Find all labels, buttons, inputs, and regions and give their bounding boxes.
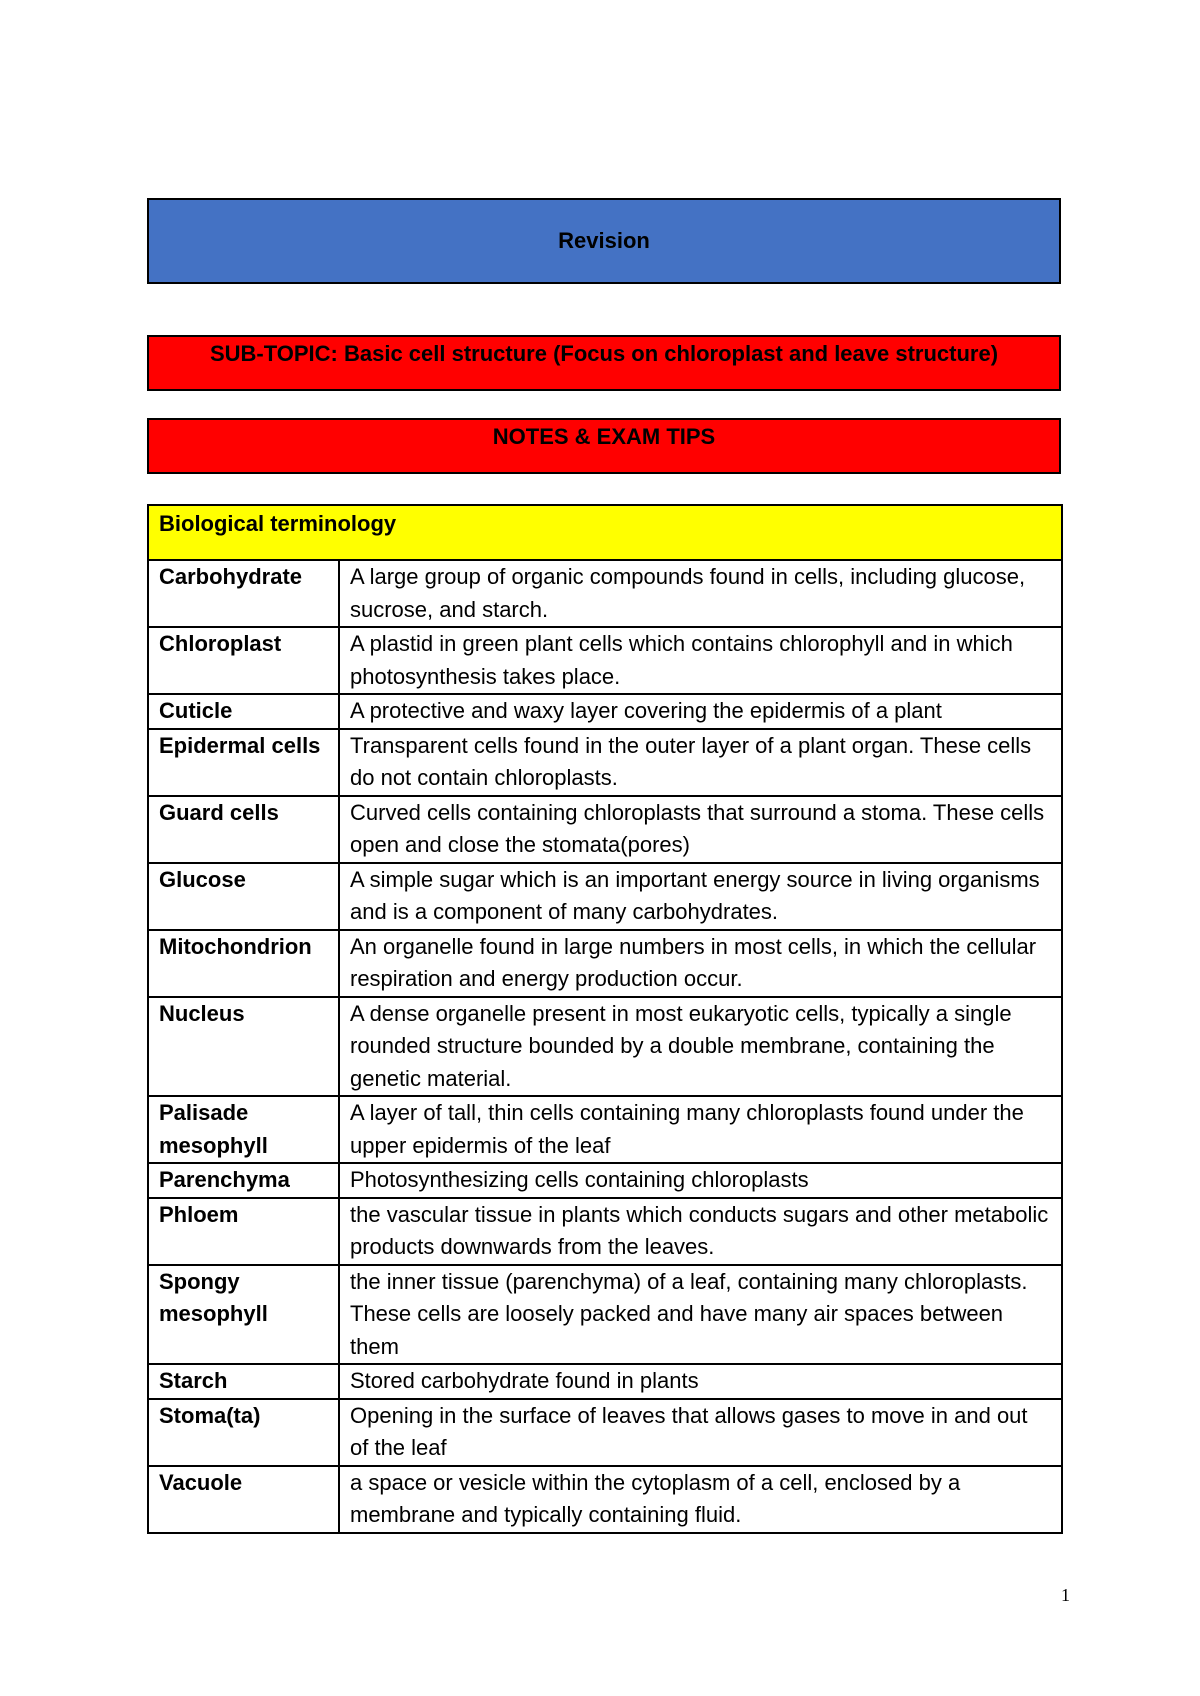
definition-cell: a space or vesicle within the cytoplasm of a cell, enclosed by a membrane and typically containing fluid. (339, 1466, 1062, 1533)
term-cell: Nucleus (148, 997, 339, 1097)
table-row (148, 1364, 1062, 1399)
term-cell: Starch (148, 1364, 339, 1399)
term-cell: Epidermal cells (148, 729, 339, 796)
term-cell: Stoma(ta) (148, 1399, 339, 1466)
term-cell: Vacuole (148, 1466, 339, 1533)
definition-cell: Photosynthesizing cells containing chloroplasts (339, 1163, 1062, 1198)
table-row (148, 997, 1062, 1097)
table-row (148, 1265, 1062, 1365)
definition-cell: A simple sugar which is an important energy source in living organisms and is a component of many carbohydrates. (339, 863, 1062, 930)
term-cell: Parenchyma (148, 1163, 339, 1198)
definition-cell: An organelle found in large numbers in most cells, in which the cellular respiration and energy production occur. (339, 930, 1062, 997)
term-cell: Cuticle (148, 694, 339, 729)
table-row (148, 694, 1062, 729)
title-text: Revision (558, 228, 650, 253)
term-cell: Mitochondrion (148, 930, 339, 997)
table-row (148, 560, 1062, 627)
definition-cell: A layer of tall, thin cells containing many chloroplasts found under the upper epidermis of the leaf (339, 1096, 1062, 1163)
title-banner (147, 198, 1061, 284)
definition-cell: A protective and waxy layer covering the epidermis of a plant (339, 694, 1062, 729)
term-cell: Chloroplast (148, 627, 339, 694)
term-cell: Glucose (148, 863, 339, 930)
glossary-header-row (148, 505, 1062, 560)
definition-cell: Transparent cells found in the outer layer of a plant organ. These cells do not contain chloroplasts. (339, 729, 1062, 796)
glossary-heading: Biological terminology (148, 505, 1062, 560)
table-row (148, 796, 1062, 863)
table-row (148, 863, 1062, 930)
glossary-table (147, 504, 1063, 1534)
term-cell: Carbohydrate (148, 560, 339, 627)
definition-cell: A large group of organic compounds found in cells, including glucose, sucrose, and starch. (339, 560, 1062, 627)
table-row (148, 1096, 1062, 1163)
notes-heading-text: NOTES & EXAM TIPS (492, 424, 716, 449)
table-row (148, 1466, 1062, 1533)
table-row (148, 1399, 1062, 1466)
subtopic-banner (147, 335, 1061, 391)
page-number: 1 (1061, 1585, 1070, 1605)
definition-cell: the vascular tissue in plants which conducts sugars and other metabolic products downwards from the leaves. (339, 1198, 1062, 1265)
table-row (148, 729, 1062, 796)
definition-cell: A dense organelle present in most eukaryotic cells, typically a single rounded structure bounded by a double membrane, containing the genetic material. (339, 997, 1062, 1097)
term-cell: Palisade mesophyll (148, 1096, 339, 1163)
subtopic-text: SUB-TOPIC: Basic cell structure (Focus on chloroplast and leave structure) (209, 341, 999, 366)
notes-banner (147, 418, 1061, 474)
term-cell: Phloem (148, 1198, 339, 1265)
definition-cell: Curved cells containing chloroplasts that surround a stoma. These cells open and close the stomata(pores) (339, 796, 1062, 863)
table-row (148, 1198, 1062, 1265)
definition-cell: the inner tissue (parenchyma) of a leaf, containing many chloroplasts. These cells are loosely packed and have many air spaces between them (339, 1265, 1062, 1365)
term-cell: Spongy mesophyll (148, 1265, 339, 1365)
definition-cell: Stored carbohydrate found in plants (339, 1364, 1062, 1399)
table-row (148, 930, 1062, 997)
definition-cell: A plastid in green plant cells which contains chlorophyll and in which photosynthesis takes place. (339, 627, 1062, 694)
table-row (148, 1163, 1062, 1198)
definition-cell: Opening in the surface of leaves that allows gases to move in and out of the leaf (339, 1399, 1062, 1466)
term-cell: Guard cells (148, 796, 339, 863)
table-row (148, 627, 1062, 694)
